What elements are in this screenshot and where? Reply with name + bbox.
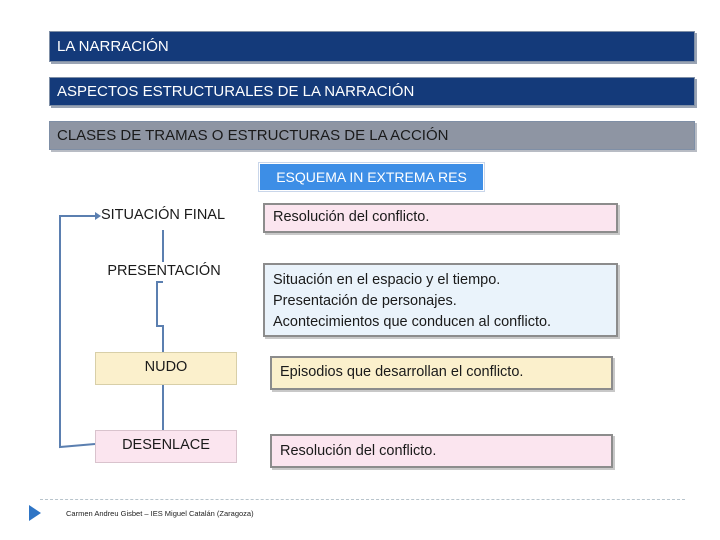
subtitle-text: ASPECTOS ESTRUCTURALES DE LA NARRACIÓN bbox=[57, 83, 415, 100]
connector-presentation-nudo bbox=[157, 282, 163, 352]
footer-divider bbox=[40, 499, 685, 500]
footer-arrow-icon bbox=[29, 505, 41, 521]
label-situacion-final: SITUACIÓN FINAL bbox=[100, 207, 226, 223]
scheme-label-text: ESQUEMA IN EXTREMA RES bbox=[276, 169, 467, 185]
loop-connector bbox=[60, 216, 95, 447]
title-text: LA NARRACIÓN bbox=[57, 38, 169, 55]
desc-desenlace: Resolución del conflicto. bbox=[270, 434, 613, 468]
desc-situacion-final: Resolución del conflicto. bbox=[263, 203, 618, 233]
label-desenlace: DESENLACE bbox=[95, 430, 237, 463]
section-text: CLASES DE TRAMAS O ESTRUCTURAS DE LA ACCIÓN bbox=[57, 127, 449, 144]
label-nudo: NUDO bbox=[95, 352, 237, 385]
desc-presentacion: Situación en el espacio y el tiempo. Presentación de personajes. Acontecimientos que conducen al conflicto. bbox=[263, 263, 618, 337]
footer-credit: Carmen Andreu Gisbet – IES Miguel Catalán (Zaragoza) bbox=[66, 509, 254, 518]
label-presentacion: PRESENTACIÓN bbox=[107, 263, 221, 279]
desc-nudo: Episodios que desarrollan el conflicto. bbox=[270, 356, 613, 390]
